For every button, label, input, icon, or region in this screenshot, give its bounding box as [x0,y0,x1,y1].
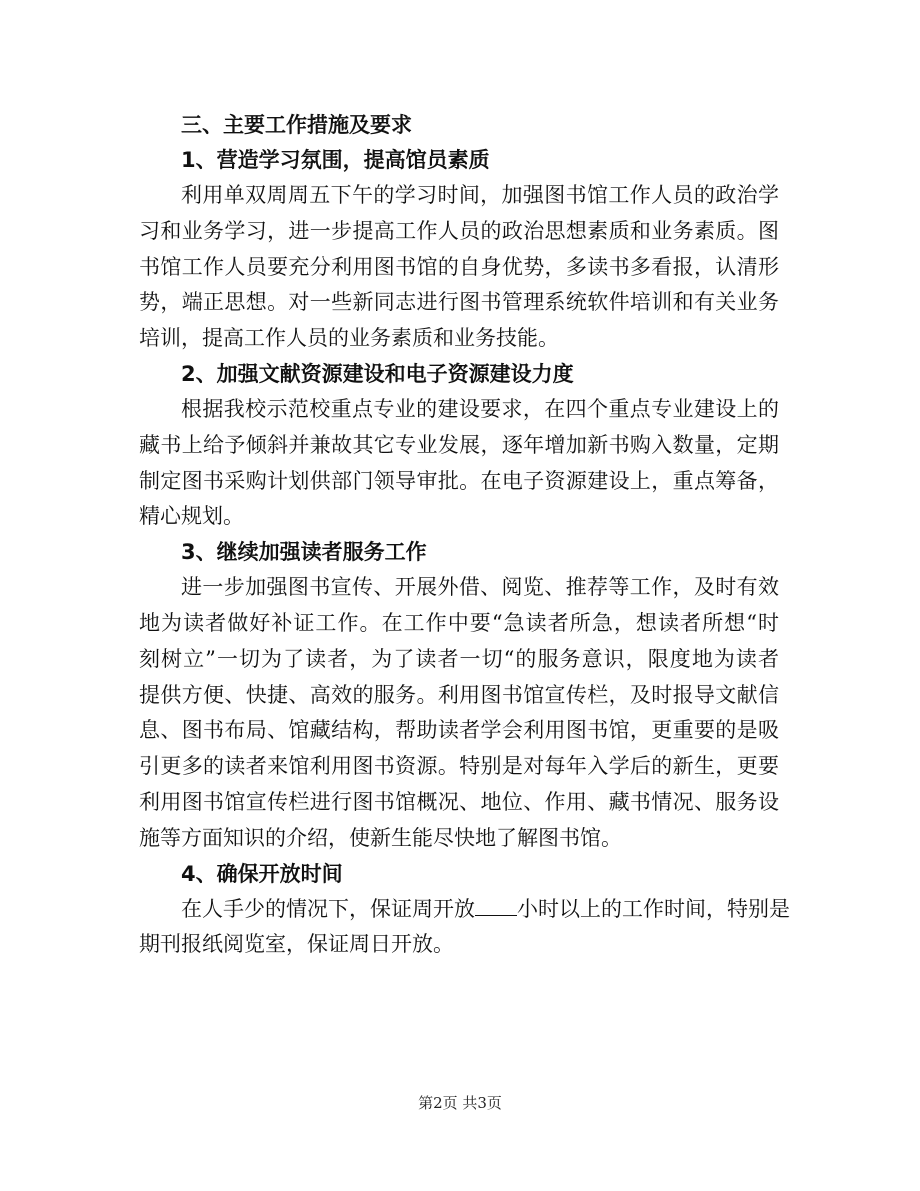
paragraph-line: 刻树立”一切为了读者，为了读者一切“的服务意识，限度地为读者 [139,646,779,671]
paragraph-line: 精心规划。 [139,504,244,529]
text-before-blank: 在人手少的情况下，保证周开放 [181,896,475,921]
paragraph-line: 地为读者做好补证工作。在工作中要“急读者所急，想读者所想“时 [139,610,779,635]
document-body [139,108,790,963]
paragraph-line: 培训，提高工作人员的业务素质和业务技能。 [139,326,559,351]
item-1-paragraph [139,178,779,357]
paragraph-line: 势，端正思想。对一些新同志进行图书管理系统软件培训和有关业务 [139,290,779,315]
paragraph-line: 进一步加强图书宣传、开展外借、阅览、推荐等工作，及时有效 [181,575,779,600]
paragraph-line: 藏书上给予倾斜并兼故其它专业发展，逐年增加新书购入数量，定期 [139,432,779,457]
paragraph-line: 利用图书馆宣传栏进行图书馆概况、地位、作用、藏书情况、服务设 [139,789,779,814]
paragraph-line: 制定图书采购计划供部门领导审批。在电子资源建设上，重点筹备， [139,468,779,493]
paragraph-line: 习和业务学习，进一步提高工作人员的政治思想素质和业务素质。图 [139,218,779,243]
item-2-heading: 2、加强文献资源建设和电子资源建设力度 [181,361,574,386]
paragraph-line: 息、图书布局、馆藏结构，帮助读者学会利用图书馆，更重要的是吸 [139,718,779,743]
paragraph-line: 提供方便、快捷、高效的服务。利用图书馆宣传栏，及时报导文献信 [139,682,779,707]
text-after-blank: 小时以上的工作时间，特别是 [517,896,790,921]
paragraph-line: 引更多的读者来馆利用图书资源。特别是对每年入学后的新生，更要 [139,754,779,779]
paragraph-line-with-blank [139,892,790,928]
paragraph-line: 施等方面知识的介绍，使新生能尽快地了解图书馆。 [139,825,622,850]
item-2-paragraph [139,392,779,535]
item-1-heading: 1、营造学习氛围，提高馆员素质 [181,148,490,172]
item-4-heading: 4、确保开放时间 [181,861,343,886]
section-title: 三、主要工作措施及要求 [181,113,412,137]
fill-in-blank [475,897,517,916]
paragraph-line: 书馆工作人员要充分利用图书馆的自身优势，多读书多看报，认清形 [139,254,779,279]
item-4-paragraph [139,892,790,964]
paragraph-line: 利用单双周周五下午的学习时间，加强图书馆工作人员的政治学 [181,183,779,207]
page-number-footer: 第2页 共3页 [418,1094,502,1112]
item-3-paragraph [139,570,779,856]
paragraph-line: 根据我校示范校重点专业的建设要求，在四个重点专业建设上的 [181,396,779,421]
paragraph-line: 期刊报纸阅览室，保证周日开放。 [139,932,454,957]
item-3-heading: 3、继续加强读者服务工作 [181,540,427,565]
